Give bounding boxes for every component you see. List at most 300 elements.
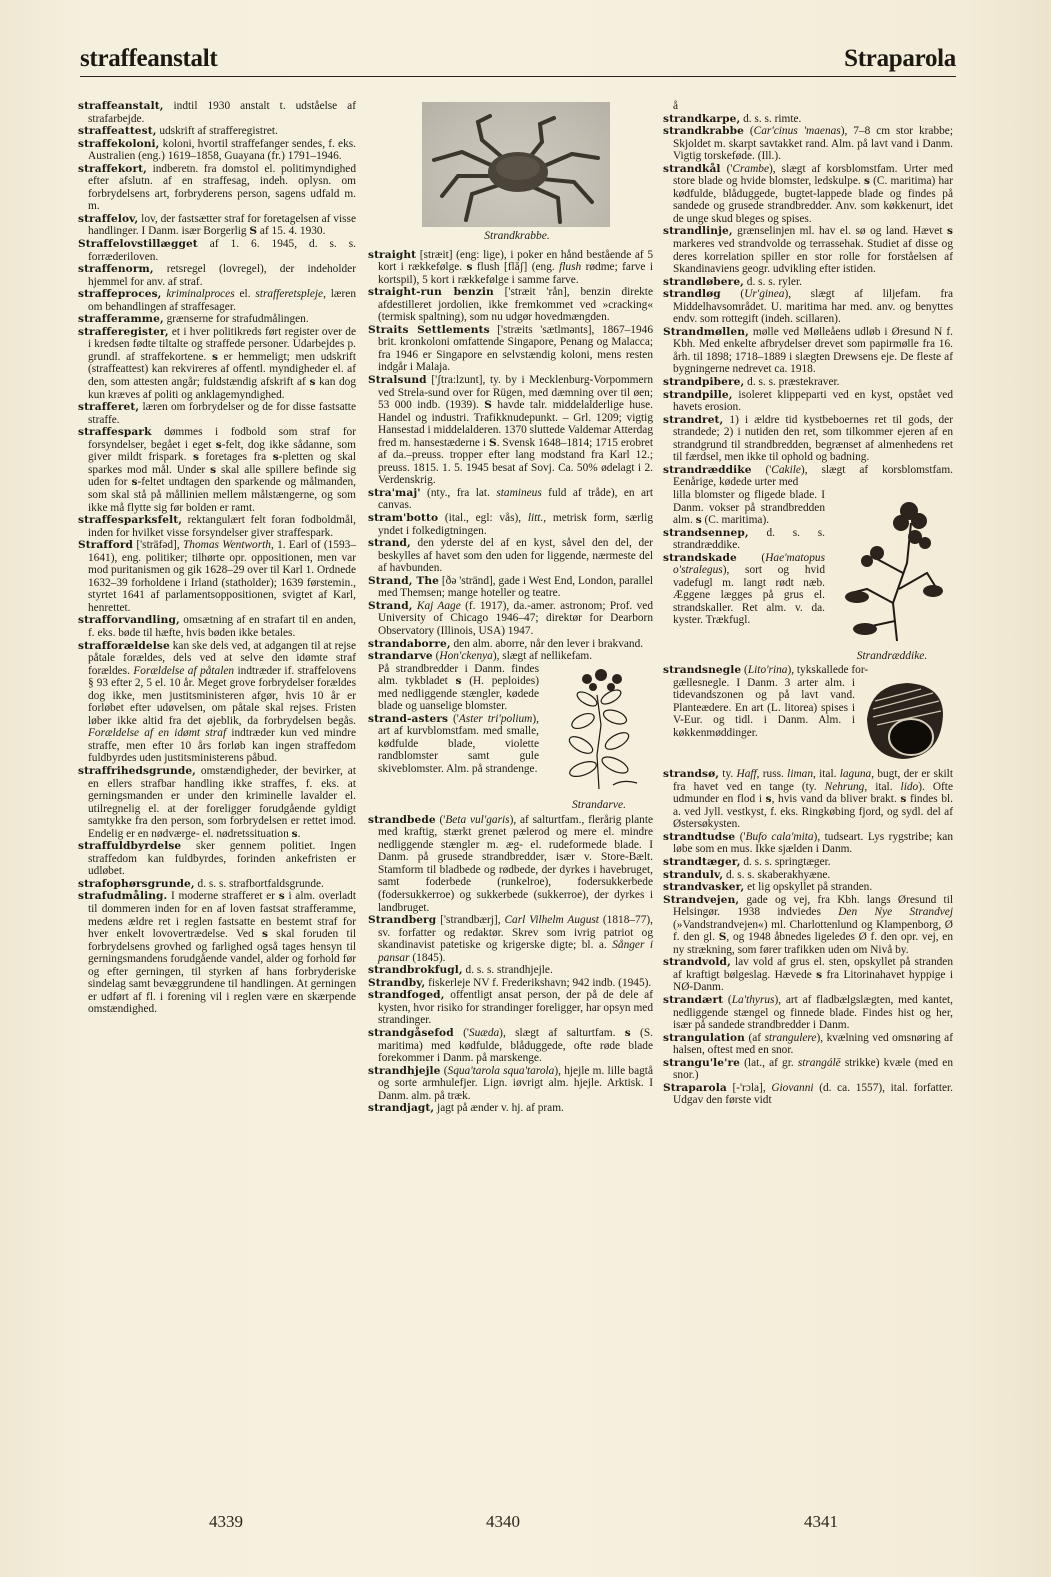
- entry-text: (C. maritima).: [701, 514, 770, 527]
- page-number-left: 4339: [209, 1512, 243, 1531]
- entry-text: (': [453, 1026, 469, 1039]
- entry-text: Giovanni: [771, 1081, 814, 1094]
- dictionary-entry: [368, 638, 653, 651]
- entry-text: ), kvælning ved omsnøring af halsen, oftest med en snor.: [673, 1031, 953, 1057]
- entry-list: [368, 249, 653, 663]
- entry-text: ), slægt af nellikefam.: [492, 650, 593, 663]
- entry-text: flush: [559, 261, 582, 274]
- entry-text: Car'cinus 'maenas: [753, 125, 841, 138]
- dictionary-entry: [78, 765, 356, 840]
- entry-headword: straffesparksfelt,: [78, 514, 182, 527]
- entry-text: (: [440, 1064, 448, 1077]
- entry-headword: strandsnegle: [663, 664, 742, 677]
- entry-text: Sånger i pansar: [378, 939, 653, 964]
- entry-headword: strafferet,: [78, 401, 140, 414]
- entry-text: indtræder if. straffelovens § 93 efter 2, 5 el. 10 år. Meget grove forbrydelser forældes dog ikke, men justitsministeren afgør, hvis 10 år er forløbet efter udøvelsen, om påtale skal rejses. Fristen løber ikke altid fra det øjeblik, da forbrydelsen begås.: [88, 664, 356, 727]
- dictionary-entry: [78, 138, 356, 163]
- entry-text: litt.: [527, 512, 544, 525]
- entry-headword: Strandmøllen,: [663, 325, 749, 338]
- entry-headword: strandskade: [663, 551, 737, 564]
- dictionary-entry: [78, 401, 356, 426]
- entry-text: Haff: [736, 768, 757, 781]
- dictionary-entry: [368, 1102, 653, 1115]
- entry-text: ty.: [719, 768, 737, 781]
- entry-text: (': [448, 712, 459, 725]
- entry-text: s: [291, 827, 298, 840]
- entry-headword: strangulation: [663, 1031, 745, 1044]
- entry-headword: strandbede: [368, 813, 436, 826]
- entry-text: ), af salturtfam., flerårig plante med kraftig, stærkt grenet pælerod og mere el. mindre nedliggende stængler m. æg- el. rudeformede blade. I Danm. på grusede strandbredder, især v. Store-Bælt. Stamform til bladbede og rødbede, der dyrkes i havebruget, samt foderbede (runkelroe), fodersukkerbede (fodersukkerroe) og sukkerbede (sukkerroe), der dyrkes i landbruget.: [378, 813, 653, 914]
- entry-text: s: [309, 376, 316, 389]
- dictionary-entry: [78, 213, 356, 238]
- entry-text: flush [flăʃ] (eng.: [472, 261, 560, 274]
- entry-text: -pletten og skal sparkes mod mål. Under: [88, 451, 356, 476]
- entry-text: lido: [900, 780, 919, 793]
- entry-text: foretages fra: [198, 451, 273, 464]
- entry-headword: strafforvandling,: [78, 614, 180, 627]
- dictionary-entry: [663, 869, 953, 882]
- entry-text: (C. maritima) har kødfulde, blåduggede, bugtet-lappede blade og findes på sandede og grusede strandbredder. Anv. som køkkenurt, idet de unge skud bleges og spises.: [673, 175, 953, 225]
- entry-text: [-'rɔla],: [726, 1081, 772, 1094]
- entry-headword: strandfoged,: [368, 989, 445, 1002]
- entry-text: findes bl. a. ved Jyll. vestkyst, f. eks. Ringkøbing fjord, og sydl. del af Østersøkysten.: [673, 793, 953, 831]
- entry-headword: strand-asters: [368, 712, 449, 725]
- entry-text: , bugt, der er skilt fra havet ved en tange (ty.: [673, 768, 953, 793]
- entry-text: lov, der fastsætter straf for foretagelsen af visse handlinger. I Danm. især Borgerlig: [88, 212, 356, 238]
- entry-headword: straight-run benzin: [368, 286, 494, 299]
- entry-headword: Strand, The: [368, 574, 439, 587]
- entry-headword: strandvold,: [663, 956, 731, 969]
- entry-text: , 1. Earl of (1593–1641), eng. politiker; tilhørte opr. oppositionen, men var mod puritanismen og gik 1628–29 over til Karl 1. Ordnede 1632–39 forholdene i Irland (statholder); 1639 førstemin., styrtet 1641 af parlamentsoppositionen, svigtet af Karl, henrettet.: [88, 539, 356, 614]
- entry-text: strafferetspleje: [255, 288, 324, 301]
- entry-text: (d. ca. 1557), ital. forfatter. Udgav den første vidt: [673, 1081, 953, 1107]
- entry-text: indtræder kun ved mindre straffe, men efter 10 års forløb kan ingen straffedom fuldbyrdes uden justitsministerens påbud.: [88, 727, 356, 765]
- dictionary-entry: [78, 238, 356, 263]
- dictionary-entry: [663, 464, 953, 489]
- entry-text: s: [765, 793, 772, 806]
- dictionary-entry: [663, 664, 953, 677]
- dictionary-entry: [368, 537, 653, 575]
- entry-headword: strandaborre,: [368, 637, 451, 650]
- entry-text: laguna: [839, 768, 872, 781]
- entry-headword: straffeattest,: [78, 125, 157, 138]
- entry-text: 1) i ældre tid kystbeboernes ret til gods, der strandede; 2) i nutiden den ret, som tilkommer ejeren af en strandgrund til strandbredden, begrænset af almenhedens ret til færdsel, men ikke til ophold og badning.: [673, 413, 953, 464]
- entry-headword: strandløbere,: [663, 275, 744, 288]
- figure-caption: Strandkrabbe.: [484, 230, 550, 242]
- entry-list: [663, 113, 953, 489]
- entry-text: (f. 1917), da.-amer. astronom; Prof. ved University of Chicago 1946–47; direktør for Dearborn Observatory (Illinois, USA) 1947.: [378, 599, 653, 637]
- entry-text: [ðə 'stränd], gade i West End, London, parallel med Themsen; mange hoteller og teatre.: [378, 574, 653, 600]
- dictionary-entry: [368, 575, 653, 600]
- entry-text: (: [741, 664, 748, 677]
- entry-text: , læren om behandlingen af straffesager.: [88, 288, 356, 313]
- entry-text: s: [192, 451, 199, 464]
- entry-text: S: [718, 931, 727, 944]
- dictionary-entry: [78, 840, 356, 878]
- crab-photo-icon: [422, 102, 610, 227]
- entry-headword: strandvasker,: [663, 881, 745, 894]
- dictionary-entry: [663, 956, 953, 994]
- entry-text: (: [723, 993, 732, 1006]
- entry-text: dømmes i fodbold som straf for forsyndelser, begået i eget: [88, 426, 356, 451]
- entry-headword: strandpille,: [663, 388, 733, 401]
- entry-text: Beta vul'garis: [445, 813, 510, 826]
- dictionary-entry: [78, 640, 356, 765]
- dictionary-entry: [368, 249, 653, 287]
- entry-headword: strandbrokfugl,: [368, 964, 463, 977]
- entry-text: kan dog kun kræves af politi og anklagemyndighed.: [88, 376, 356, 401]
- entry-headword: strandkarpe,: [663, 112, 741, 125]
- entry-text: stamineus: [496, 486, 542, 499]
- entry-text: (1845).: [409, 951, 446, 964]
- entry-text: -felt, dog ikke sådanne, som giver mildt frispark.: [88, 438, 356, 464]
- running-head-right: Straparola: [844, 45, 956, 72]
- dictionary-entry: [368, 989, 653, 1027]
- entry-text: Cakile: [771, 463, 801, 476]
- dictionary-entry: [663, 326, 953, 376]
- entry-headword: strandlinje,: [663, 225, 733, 238]
- entry-headword: strandhjejle: [368, 1064, 441, 1077]
- entry-text: Ur'ginea: [744, 288, 785, 301]
- entry-headword: Straparola: [663, 1081, 727, 1094]
- entry-headword: straffenorm,: [78, 263, 154, 276]
- entry-list: [78, 100, 356, 1016]
- entry-headword: straffuldbyrdelse: [78, 840, 182, 853]
- entry-text: ), sort og hvid vadefugl m. langt rødt næb. Æggene lægges på grus el. strandskaller. Ret alm. v. da. kyster. Trækfugl.: [673, 564, 825, 627]
- dictionary-entry: [663, 894, 953, 957]
- entry-text: strikke) kvæle (med en snor.): [673, 1056, 954, 1082]
- entry-text: markeres ved strandvolde og terrassehak. Studiet af disse og deres korrelation spiller en stor rolle for forståelsen af Skandinaviens geogr. udvikling efter istiden.: [673, 238, 953, 276]
- entry-text: et i hver politikreds ført register over de i kredsen fødte tiltalte og straffede personer. Udarbejdes p. grundl. af straffekortene.: [88, 325, 356, 363]
- dictionary-entry: [663, 881, 953, 894]
- dictionary-entry: [663, 113, 953, 126]
- entry-text: gællesnegle. I Danm. 3 arter alm. i tidevandszonen og på lavt vand. Planteædere. En art (L. litorea) spises i V-Eur. og tidl. i Danm. Alm. i køkkenmøddinger.: [673, 676, 855, 739]
- entry-text: s: [863, 175, 870, 188]
- strandarve-block: [368, 663, 653, 814]
- entry-text: lav vold af grus el. sten, opskyllet på stranden af kraftigt bølgeslag. Hævede: [673, 956, 953, 981]
- entry-headword: strandret,: [663, 413, 724, 426]
- entry-text: (': [435, 813, 446, 826]
- entry-headword: Straffelovstillægget: [78, 238, 198, 251]
- dictionary-entry: [368, 814, 653, 914]
- entry-headword: strandtæger,: [663, 855, 741, 868]
- page-number-right: 4341: [804, 1512, 838, 1531]
- entry-text: s: [455, 675, 462, 688]
- dictionary-entry: [663, 831, 953, 856]
- entry-text: (H. peploides) med nedliggende stængler, kødede blade og uanselige blomster.: [378, 675, 539, 713]
- figure-caption: Strandræddike.: [856, 649, 928, 662]
- entry-text: havde talr. middelalderlige huse. Handel og industri. Trafikknudepunkt. – Grl. 1209; vigtig Hansestad i middelalderen. 1370 sluttede Valdemar Atterdag fred m. hansestæderne i: [378, 399, 653, 449]
- entry-headword: strandgåsefod: [368, 1026, 454, 1039]
- entry-text: fiskerleje NV f. Frederikshavn; 942 indb. (1945).: [425, 976, 652, 989]
- entry-text: [stræit] (eng: lige), i poker en hånd bestående af 5 kort i rækkefølge.: [378, 248, 653, 274]
- entry-text: Aster tri'polium: [458, 712, 533, 725]
- entry-text: er hemmeligt; men udskrift (straffeattest) kan rekvireres af offentl. myndigheder el. af den, som attesten angår; fuldstændig afskrift af: [88, 350, 356, 389]
- plant-drawing-icon: [553, 665, 645, 793]
- entry-headword: strandulv,: [663, 868, 724, 881]
- entry-text: Kaj Aage: [416, 599, 461, 612]
- column-1: [78, 100, 356, 1016]
- dictionary-entry: [663, 1057, 953, 1082]
- dictionary-entry: [663, 1032, 953, 1057]
- entry-text: rødme; farve i kortspil), 5 kort i rækkefølge i samme farve.: [378, 261, 653, 286]
- entry-headword: strandarve: [368, 650, 433, 663]
- entry-text: Squa'tarola squa'tarola: [447, 1064, 555, 1077]
- entry-text: d. s. s. ryler.: [743, 275, 802, 288]
- entry-text: , og 1948 åbnedes ligeledes Ø f. den opr. vej, en ny strækning, som fører trafikken uden om Nivå by.: [673, 931, 953, 956]
- dictionary-entry: [78, 288, 356, 313]
- entry-text: af 15. 4. 1930.: [257, 225, 326, 238]
- entry-text: omstændigheder, der bevirker, at en ellers strafbar handling ikke straffes, f. eks. at gerningsmanden er under den kriminelle lavalder el. utilregnelig el. at der foreligger forudgående gyldigt samtykke fra den person, som forbrydelsen er rettet imod. Endelig er en nødværge- el. nødretssituation: [88, 764, 356, 840]
- entry-headword: strandjagt,: [368, 1102, 435, 1115]
- entry-headword: strandkål: [663, 162, 721, 175]
- figure-caption: Strandarve.: [572, 799, 626, 812]
- dictionary-entry: [78, 100, 356, 125]
- entry-headword: Strandberg: [368, 914, 437, 927]
- entry-text: Hon'ckenya: [439, 650, 493, 663]
- entry-text: (lat., af gr.: [740, 1056, 798, 1069]
- dictionary-entry: [663, 288, 953, 326]
- entry-text: s: [695, 514, 702, 527]
- entry-text: isoleret klippeparti ved en kyst, opstået ved havets erosion.: [673, 388, 953, 414]
- entry-headword: stra'maj': [368, 486, 421, 499]
- dictionary-entry: [663, 414, 953, 464]
- entry-text: d. s. s. strandhjejle.: [462, 964, 553, 977]
- entry-text: s: [466, 261, 473, 274]
- dictionary-entry: [78, 163, 356, 213]
- dictionary-entry: [78, 878, 356, 891]
- entry-text: rektangulært felt foran fodboldmål, inden for hvilket visse forsyndelser giver straffespark.: [88, 514, 356, 539]
- dictionary-entry: [663, 276, 953, 289]
- entry-text: (af: [745, 1031, 765, 1044]
- entry-text: ), tudseart. Lys rygstribe; kan løbe som en mus. Ikke sjælden i Danm.: [673, 830, 953, 856]
- entry-headword: Strandby,: [368, 976, 426, 989]
- dictionary-entry: [663, 389, 953, 414]
- running-head-left: straffeanstalt: [80, 45, 218, 72]
- dictionary-entry: [368, 600, 653, 638]
- entry-text: Den Nye Strandvej: [838, 906, 953, 919]
- entry-text: s: [215, 438, 222, 451]
- entry-text: fra Litorinahavet hyppige i NØ-Danm.: [673, 968, 953, 994]
- dictionary-entry: [663, 768, 953, 831]
- entry-text: ), slægt af korsblomstfam. Eenårige, kødede urter med: [673, 463, 953, 489]
- column-2: [368, 100, 653, 1115]
- entry-text: (: [720, 288, 745, 301]
- entry-text: S: [249, 225, 258, 238]
- entry-text: Thomas Wentworth: [182, 539, 271, 552]
- entry-text: d. s. s. skaberakhyæne.: [723, 868, 831, 881]
- entry-headword: strandkrabbe: [663, 125, 744, 138]
- entry-text: mølle ved Mølleåens udløb i Øresund N f. Kbh. Med enkelte afbrydelser drevet som papirmølle fra 16. årh. til 1898; 1718–1889 i slægten Drewsens eje. De fleste af bygningerne nedrevet ca. 1918.: [673, 325, 953, 376]
- entry-text: (»Vandstrandvejen«) ml. Charlottenlund og Klampenborg, Ø f. den gl.: [673, 918, 953, 944]
- entry-text: I moderne strafferet er: [167, 890, 279, 903]
- figure-strandkrabbe: [422, 102, 612, 243]
- entry-text: udskrift af strafferegistret.: [156, 125, 278, 138]
- entry-text: ), 7–8 cm stor krabbe; Skjoldet m. skarpt savtakket rand. Alm. på lavt vand i Danm. Vigtig torskeføde. (Ill.).: [673, 125, 953, 163]
- dictionary-entry: [663, 163, 953, 226]
- entry-text: ), art af fladbælgslægten, med kantet, nedliggende stængel og finnede blade. Findes hist og her, især på sandede strandbredder i Danm.: [673, 993, 953, 1032]
- entry-headword: stram'botto: [368, 512, 439, 525]
- entry-headword: Strafford: [78, 539, 134, 552]
- entry-text: (: [736, 551, 766, 564]
- dictionary-entry: [368, 286, 653, 324]
- entry-text: læren om forbrydelser og de for disse fastsatte straffe.: [88, 401, 356, 426]
- entry-text: d. s. s. strandræddike.: [673, 526, 825, 552]
- entry-text: , ital.: [864, 780, 901, 793]
- entry-headword: straffeproces,: [78, 288, 162, 301]
- entry-text: s: [816, 968, 823, 981]
- entry-text: s: [210, 463, 217, 476]
- entry-text: (nty., fra lat.: [420, 486, 497, 499]
- entry-text: (ital., egl: vås),: [438, 512, 528, 525]
- entry-text: s: [261, 928, 268, 941]
- entry-headword: strafferegister,: [78, 325, 169, 338]
- entry-text: Lito'rina: [747, 664, 788, 677]
- plant-drawing-icon: [837, 493, 947, 643]
- figure-strandsnegle: [861, 679, 953, 767]
- entry-text: (': [720, 162, 733, 175]
- entry-text: , hvis vand da bliver brakt.: [771, 793, 901, 806]
- entry-text: s: [272, 451, 279, 464]
- entry-headword: straight: [368, 248, 417, 261]
- dictionary-entry: [78, 125, 356, 138]
- entry-headword: strafforældelse: [78, 639, 170, 652]
- entry-text: retsregel (lovregel), der indeholder hjemmel for anv. af straf.: [88, 263, 356, 288]
- dictionary-entry: [368, 512, 653, 537]
- entry-headword: strandtudse: [663, 830, 736, 843]
- entry-text: koloni, hvortil straffefanger sendes, f. eks. Australien (eng.) 1619–1858, Guayana (fr.) 1791–1946.: [88, 137, 356, 163]
- entry-text: s: [278, 890, 285, 903]
- entry-text: ['strandbærj],: [436, 914, 505, 927]
- dictionary-entry: [78, 890, 356, 1015]
- entry-text: Nehrung: [824, 780, 865, 793]
- entry-headword: strafferamme,: [78, 313, 164, 326]
- entry-headword: strandpibere,: [663, 376, 745, 389]
- entry-text: (': [751, 463, 772, 476]
- entry-text: (': [735, 830, 746, 843]
- entry-text: grænselinjen ml. hav el. sø og land. Hævet: [732, 225, 948, 238]
- entry-text: Bufo cala'mita: [745, 830, 814, 843]
- entry-headword: straffekoloni,: [78, 137, 160, 150]
- entry-text: s: [900, 793, 907, 806]
- entry-text: gade og vej, fra Kbh. langs Øresund til Helsingør. 1938 indviedes: [673, 893, 953, 919]
- entry-headword: strangu'le're: [663, 1056, 740, 1069]
- entry-headword: straffekort,: [78, 162, 147, 175]
- entry-text: Crambe: [732, 162, 769, 175]
- dictionary-entry: [663, 856, 953, 869]
- snail-shell-drawing-icon: [861, 679, 947, 763]
- entry-text: S: [484, 399, 492, 412]
- strandraeddike-block: [663, 489, 953, 664]
- dictionary-entry: [368, 914, 653, 964]
- entry-text: d. s. s. springtæger.: [740, 855, 831, 868]
- entry-text: offentligt ansat person, der på de dele af kysten, hvor risiko for strandinger foreligger, har opsyn med strandinger.: [378, 989, 653, 1027]
- entry-text: indtil 1930 anstalt t. udståelse af strafarbejde.: [88, 100, 356, 125]
- entry-headword: strafudmåling.: [78, 890, 168, 903]
- entry-headword: straffeanstalt,: [78, 100, 164, 112]
- entry-headword: Stralsund: [368, 374, 427, 387]
- entry-text: , ital.: [813, 768, 840, 781]
- entry-text: grænserne for strafudmålingen.: [163, 313, 309, 326]
- entry-headword: strandsø,: [663, 768, 720, 781]
- entry-headword: strafophørsgrunde,: [78, 877, 195, 890]
- entry-text: ), tykskallede for-: [787, 664, 869, 677]
- dictionary-entry: [78, 313, 356, 326]
- entry-text: s: [131, 476, 138, 489]
- dictionary-entry: [368, 650, 653, 663]
- entry-text: den yderste del af en kyst, såvel den del, der beskylles af havet som den uden for liggende, nærmeste del af havbunden.: [378, 537, 653, 575]
- entry-list: [663, 100, 953, 113]
- entry-text: ['sträfəd],: [133, 539, 183, 552]
- entry-text: indberetn. fra domstol el. politimyndighed efter afslutn. af en straffesag, indeh. oplysn. om forbrydelsens art, forbryderens person, sagens udfald m. m.: [88, 162, 356, 213]
- entry-headword: strandært: [663, 993, 724, 1006]
- entry-list: [368, 814, 653, 1115]
- running-head: [80, 40, 956, 77]
- dictionary-entry: [78, 426, 356, 514]
- dictionary-entry: [368, 1027, 653, 1065]
- entry-headword: straffelov,: [78, 212, 139, 225]
- entry-text: kriminalproces: [166, 288, 235, 301]
- entry-list: [663, 664, 953, 677]
- entry-text: d. s. s. præstekraver.: [744, 376, 840, 389]
- figure-strandraeddike: [831, 493, 953, 662]
- entry-text: af 1. 6. 1945, d. s. s. forræderiloven.: [88, 238, 356, 263]
- entry-text: -feltet undtagen den sparkende og målmanden, som skal stå på mållinien mellem målstængerne, og som ikke må flytte sig før bolden er ramt.: [88, 476, 357, 514]
- entry-text: Forældelse af en idømt straf: [88, 727, 227, 740]
- entry-text: ). Ofte udmunder en flod i: [673, 780, 953, 806]
- entry-headword: straffespark: [78, 426, 152, 439]
- entry-headword: strandløg: [663, 288, 721, 301]
- entry-text: , metrisk form, særlig yndet i folkedigtningen.: [378, 512, 653, 537]
- entry-text: Suæda: [468, 1026, 500, 1039]
- entry-headword: strandræddike: [663, 463, 752, 476]
- entry-text: S: [488, 436, 497, 449]
- entry-headword: straffrihedsgrunde,: [78, 764, 196, 777]
- entry-text: ), hjejle m. lille bagtå og sorte armhulefjer. Lign. iøvrigt alm. hjejle. Arktisk. I Danm. alm. på træk.: [378, 1064, 653, 1102]
- dictionary-entry: [368, 374, 653, 487]
- entry-text: Forældelse af påtalen: [133, 664, 235, 677]
- entry-text: skal alle spillere befinde sig uden for: [88, 463, 356, 489]
- entry-text: omsætning af en strafart til en anden, f. eks. bøde til hæfte, hvis bøden ikke betales.: [88, 614, 356, 639]
- dictionary-entry: [368, 487, 653, 512]
- column-3: [663, 100, 953, 1107]
- entry-text: jagt på ænder v. hj. af pram.: [434, 1102, 564, 1115]
- entry-text: fuld af tråde), en art canvas.: [378, 486, 653, 512]
- entry-text: ), slægt af salturtfam.: [499, 1026, 625, 1039]
- entry-text: el.: [234, 288, 256, 301]
- entry-text: ['stræit 'rån], benzin direkte afdestilleret jordolien, ikke fremkommet ved »cracking« (termisk spaltning), som nu udgør hovedmængden.: [378, 286, 653, 324]
- entry-text: ), art af kurvblomstfam. med smalle, kødfulde blade, violette randblomster samt gule skiveblomster. Alm. på strandenge.: [378, 712, 539, 775]
- entry-text: strangálē: [797, 1056, 841, 1069]
- entry-text: , russ.: [756, 768, 788, 781]
- dictionary-entry: [663, 376, 953, 389]
- entry-text: ['ʃtra:lzunt], ty. by i Mecklenburg-Vorpommern ved Strela-sund over for Rügen, med dæmning over til øen; 53 000 indb. (1939).: [378, 374, 653, 412]
- dictionary-entry: [663, 1082, 953, 1107]
- entry-text: lilla blomster og fligede blade. I Danm. vokser på strandbredden alm.: [673, 488, 825, 527]
- dictionary-entry: [663, 100, 953, 113]
- dictionary-entry: [663, 994, 953, 1032]
- entry-text: d. s. s. rimte.: [740, 112, 802, 125]
- strandsnegle-block: [663, 677, 953, 769]
- entry-text: skal foruden til forbrydelsens grovhed og farlighed også tages hensyn til gerningsmandens forudgående vandel, alder og forhold før og efter gerningen, til styrken af hans forbryderiske sindelag samt bevæggrundene til handlingen. At gerningen er udført af fl. i forening vil i reglen være en skærpende omstændighed.: [88, 928, 356, 1016]
- dictionary-entry: [368, 1065, 653, 1103]
- entry-text: På strandbredder i Danm. findes alm. tykbladet: [378, 662, 539, 688]
- dictionary-entry: [78, 514, 356, 539]
- figure-strandarve: [545, 665, 653, 812]
- entry-text: Carl Vilhelm August: [504, 914, 599, 927]
- entry-text: .: [297, 827, 301, 840]
- dictionary-entry: [368, 964, 653, 977]
